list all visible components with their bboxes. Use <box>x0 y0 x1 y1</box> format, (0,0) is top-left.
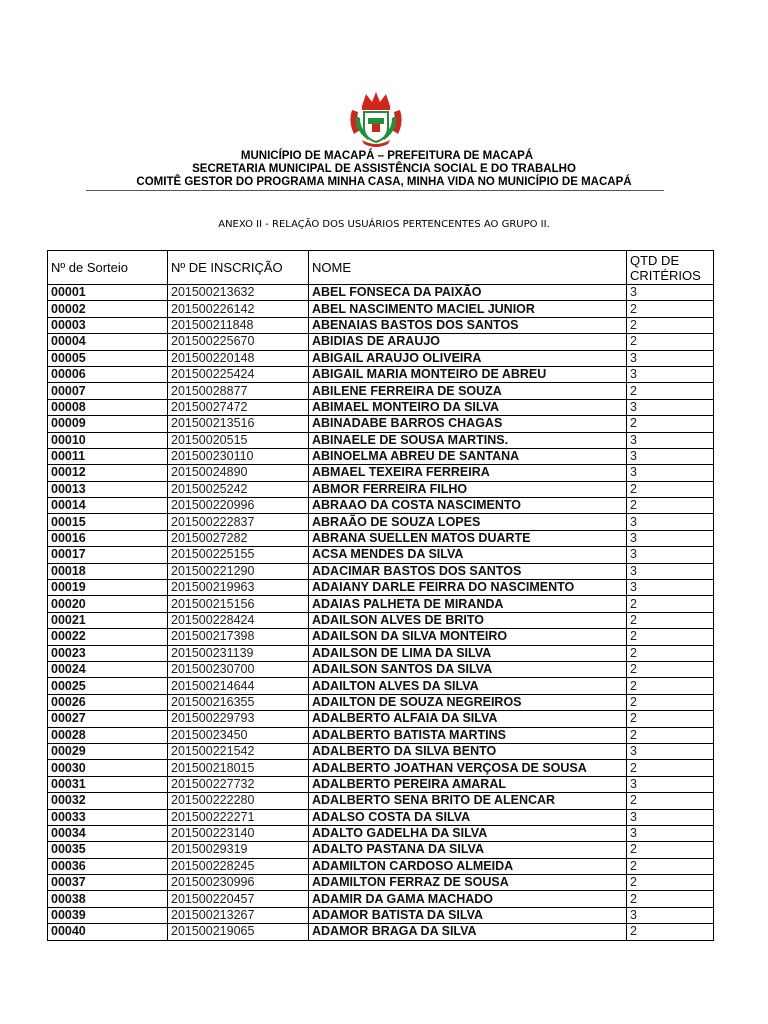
document-header <box>0 150 768 189</box>
inscricao-cell: 201500223140 <box>168 825 309 841</box>
inscricao-cell: 201500230996 <box>168 875 309 891</box>
sorteio-cell: 00020 <box>48 596 168 612</box>
inscricao-cell: 201500230110 <box>168 448 309 464</box>
nome-cell: ABRAAO DA COSTA NASCIMENTO <box>309 498 627 514</box>
nome-cell: ADAMILTON CARDOSO ALMEIDA <box>309 858 627 874</box>
inscricao-cell: 201500222837 <box>168 514 309 530</box>
nome-cell: ACSA MENDES DA SILVA <box>309 547 627 563</box>
qtd-cell: 2 <box>627 481 714 497</box>
inscricao-cell: 201500220148 <box>168 350 309 366</box>
nome-cell: ADAILSON SANTOS DA SILVA <box>309 661 627 677</box>
col-header-qtd: QTD DE CRITÉRIOS <box>627 251 714 285</box>
qtd-cell: 3 <box>627 530 714 546</box>
inscricao-cell: 201500230700 <box>168 661 309 677</box>
table-header-row <box>48 251 714 285</box>
table-row <box>48 645 714 661</box>
table-row <box>48 448 714 464</box>
table-row <box>48 350 714 366</box>
nome-cell: ADACIMAR BASTOS DOS SANTOS <box>309 563 627 579</box>
sorteio-cell: 00028 <box>48 727 168 743</box>
sorteio-cell: 00026 <box>48 694 168 710</box>
table-row <box>48 727 714 743</box>
nome-cell: ADALBERTO DA SILVA BENTO <box>309 743 627 759</box>
nome-cell: ADAMIR DA GAMA MACHADO <box>309 891 627 907</box>
table-row <box>48 891 714 907</box>
qtd-cell: 2 <box>627 924 714 940</box>
qtd-cell: 3 <box>627 580 714 596</box>
qtd-cell: 3 <box>627 285 714 301</box>
qtd-cell: 2 <box>627 661 714 677</box>
table-row <box>48 760 714 776</box>
qtd-cell: 2 <box>627 645 714 661</box>
qtd-cell: 2 <box>627 842 714 858</box>
table-row <box>48 317 714 333</box>
inscricao-cell: 20150025242 <box>168 481 309 497</box>
users-table <box>47 250 714 941</box>
nome-cell: ADAILSON DE LIMA DA SILVA <box>309 645 627 661</box>
qtd-cell: 2 <box>627 858 714 874</box>
sorteio-cell: 00019 <box>48 580 168 596</box>
qtd-cell: 2 <box>627 596 714 612</box>
table-body <box>48 285 714 941</box>
table-row <box>48 678 714 694</box>
table-row <box>48 924 714 940</box>
inscricao-cell: 20150023450 <box>168 727 309 743</box>
table-row <box>48 694 714 710</box>
sorteio-cell: 00031 <box>48 776 168 792</box>
inscricao-cell: 201500213267 <box>168 907 309 923</box>
inscricao-cell: 20150020515 <box>168 432 309 448</box>
qtd-cell: 3 <box>627 366 714 382</box>
qtd-cell: 2 <box>627 498 714 514</box>
sorteio-cell: 00003 <box>48 317 168 333</box>
qtd-cell: 3 <box>627 514 714 530</box>
qtd-cell: 2 <box>627 727 714 743</box>
sorteio-cell: 00005 <box>48 350 168 366</box>
sorteio-cell: 00021 <box>48 612 168 628</box>
nome-cell: ADAIAS PALHETA DE MIRANDA <box>309 596 627 612</box>
nome-cell: ABIMAEL MONTEIRO DA SILVA <box>309 399 627 415</box>
table-row <box>48 793 714 809</box>
inscricao-cell: 201500222280 <box>168 793 309 809</box>
sorteio-cell: 00011 <box>48 448 168 464</box>
table-row <box>48 612 714 628</box>
header-municipality: MUNICÍPIO DE MACAPÁ – PREFEITURA DE MACAPÁ <box>240 150 534 162</box>
nome-cell: ABIGAIL ARAUJO OLIVEIRA <box>309 350 627 366</box>
table-row <box>48 285 714 301</box>
table-row <box>48 399 714 415</box>
sorteio-cell: 00023 <box>48 645 168 661</box>
inscricao-cell: 201500219963 <box>168 580 309 596</box>
header-secretariat: SECRETARIA MUNICIPAL DE ASSISTÊNCIA SOCIAL E DO TRABALHO <box>192 163 576 175</box>
table-row <box>48 825 714 841</box>
table-row <box>48 661 714 677</box>
sorteio-cell: 00024 <box>48 661 168 677</box>
qtd-cell: 3 <box>627 809 714 825</box>
qtd-cell: 3 <box>627 432 714 448</box>
nome-cell: ABIGAIL MARIA MONTEIRO DE ABREU <box>309 366 627 382</box>
nome-cell: ADAILSON ALVES DE BRITO <box>309 612 627 628</box>
table-row <box>48 580 714 596</box>
nome-cell: ABINAELE DE SOUSA MARTINS. <box>309 432 627 448</box>
sorteio-cell: 00030 <box>48 760 168 776</box>
qtd-cell: 3 <box>627 776 714 792</box>
table-row <box>48 416 714 432</box>
inscricao-cell: 201500220996 <box>168 498 309 514</box>
inscricao-cell: 201500225424 <box>168 366 309 382</box>
inscricao-cell: 201500228245 <box>168 858 309 874</box>
col-header-sorteio: Nº de Sorteio <box>48 251 168 285</box>
sorteio-cell: 00009 <box>48 416 168 432</box>
nome-cell: ADALBERTO ALFAIA DA SILVA <box>309 711 627 727</box>
inscricao-cell: 201500211848 <box>168 317 309 333</box>
inscricao-cell: 201500229793 <box>168 711 309 727</box>
sorteio-cell: 00015 <box>48 514 168 530</box>
table-row <box>48 514 714 530</box>
qtd-cell: 2 <box>627 612 714 628</box>
table-row <box>48 842 714 858</box>
nome-cell: ADALBERTO SENA BRITO DE ALENCAR <box>309 793 627 809</box>
sorteio-cell: 00002 <box>48 301 168 317</box>
sorteio-cell: 00014 <box>48 498 168 514</box>
inscricao-cell: 20150028877 <box>168 383 309 399</box>
qtd-cell: 3 <box>627 907 714 923</box>
qtd-cell: 3 <box>627 350 714 366</box>
inscricao-cell: 201500219065 <box>168 924 309 940</box>
nome-cell: ADAILSON DA SILVA MONTEIRO <box>309 629 627 645</box>
sorteio-cell: 00022 <box>48 629 168 645</box>
nome-cell: ABRAÃO DE SOUZA LOPES <box>309 514 627 530</box>
qtd-cell: 3 <box>627 743 714 759</box>
inscricao-cell: 201500220457 <box>168 891 309 907</box>
sorteio-cell: 00012 <box>48 465 168 481</box>
qtd-cell: 2 <box>627 678 714 694</box>
inscricao-cell: 20150027282 <box>168 530 309 546</box>
sorteio-cell: 00039 <box>48 907 168 923</box>
inscricao-cell: 201500213516 <box>168 416 309 432</box>
sorteio-cell: 00029 <box>48 743 168 759</box>
nome-cell: ABMOR FERREIRA FILHO <box>309 481 627 497</box>
inscricao-cell: 201500217398 <box>168 629 309 645</box>
qtd-cell: 3 <box>627 465 714 481</box>
inscricao-cell: 201500226142 <box>168 301 309 317</box>
inscricao-cell: 201500215156 <box>168 596 309 612</box>
header-committee: COMITÊ GESTOR DO PROGRAMA MINHA CASA, MINHA VIDA NO MUNICÍPIO DE MACAPÁ <box>136 176 632 188</box>
nome-cell: ABILENE FERREIRA DE SOUZA <box>309 383 627 399</box>
sorteio-cell: 00038 <box>48 891 168 907</box>
nome-cell: ABEL NASCIMENTO MACIEL JUNIOR <box>309 301 627 317</box>
table-row <box>48 498 714 514</box>
table-row <box>48 596 714 612</box>
inscricao-cell: 201500227732 <box>168 776 309 792</box>
inscricao-cell: 201500231139 <box>168 645 309 661</box>
nome-cell: ADAILTON DE SOUZA NEGREIROS <box>309 694 627 710</box>
nome-cell: ADALBERTO JOATHAN VERÇOSA DE SOUSA <box>309 760 627 776</box>
qtd-cell: 3 <box>627 399 714 415</box>
table-row <box>48 563 714 579</box>
table-row <box>48 711 714 727</box>
nome-cell: ABRANA SUELLEN MATOS DUARTE <box>309 530 627 546</box>
table-row <box>48 481 714 497</box>
qtd-cell: 3 <box>627 448 714 464</box>
table-row <box>48 907 714 923</box>
inscricao-cell: 201500221542 <box>168 743 309 759</box>
inscricao-cell: 201500218015 <box>168 760 309 776</box>
sorteio-cell: 00025 <box>48 678 168 694</box>
qtd-cell: 2 <box>627 301 714 317</box>
sorteio-cell: 00040 <box>48 924 168 940</box>
col-header-inscricao: Nº DE INSCRIÇÃO <box>168 251 309 285</box>
nome-cell: ADALTO GADELHA DA SILVA <box>309 825 627 841</box>
table-row <box>48 629 714 645</box>
table-row <box>48 776 714 792</box>
inscricao-cell: 201500225155 <box>168 547 309 563</box>
table-row <box>48 465 714 481</box>
nome-cell: ADALTO PASTANA DA SILVA <box>309 842 627 858</box>
sorteio-cell: 00036 <box>48 858 168 874</box>
table-row <box>48 858 714 874</box>
table-row <box>48 809 714 825</box>
sorteio-cell: 00034 <box>48 825 168 841</box>
nome-cell: ABINOELMA ABREU DE SANTANA <box>309 448 627 464</box>
qtd-cell: 3 <box>627 825 714 841</box>
qtd-cell: 2 <box>627 334 714 350</box>
qtd-cell: 2 <box>627 317 714 333</box>
sorteio-cell: 00027 <box>48 711 168 727</box>
nome-cell: ADAILTON ALVES DA SILVA <box>309 678 627 694</box>
annex-title: ANEXO II - RELAÇÃO DOS USUÁRIOS PERTENCENTES AO GRUPO II. <box>218 219 550 230</box>
qtd-cell: 2 <box>627 891 714 907</box>
inscricao-cell: 20150024890 <box>168 465 309 481</box>
nome-cell: ABINADABE BARROS CHAGAS <box>309 416 627 432</box>
inscricao-cell: 201500214644 <box>168 678 309 694</box>
table-row <box>48 366 714 382</box>
qtd-cell: 2 <box>627 416 714 432</box>
sorteio-cell: 00033 <box>48 809 168 825</box>
sorteio-cell: 00037 <box>48 875 168 891</box>
sorteio-cell: 00006 <box>48 366 168 382</box>
nome-cell: ADALBERTO BATISTA MARTINS <box>309 727 627 743</box>
sorteio-cell: 00018 <box>48 563 168 579</box>
col-header-nome: NOME <box>309 251 627 285</box>
table-row <box>48 383 714 399</box>
qtd-cell: 2 <box>627 711 714 727</box>
sorteio-cell: 00001 <box>48 285 168 301</box>
table-row <box>48 875 714 891</box>
inscricao-cell: 201500222271 <box>168 809 309 825</box>
sorteio-cell: 00035 <box>48 842 168 858</box>
sorteio-cell: 00017 <box>48 547 168 563</box>
nome-cell: ADAIANY DARLE FEIRRA DO NASCIMENTO <box>309 580 627 596</box>
qtd-cell: 2 <box>627 760 714 776</box>
table-row <box>48 432 714 448</box>
inscricao-cell: 20150027472 <box>168 399 309 415</box>
nome-cell: ADALBERTO PEREIRA AMARAL <box>309 776 627 792</box>
nome-cell: ADAMOR BRAGA DA SILVA <box>309 924 627 940</box>
qtd-cell: 2 <box>627 383 714 399</box>
sorteio-cell: 00032 <box>48 793 168 809</box>
coat-of-arms-icon <box>346 90 406 150</box>
sorteio-cell: 00004 <box>48 334 168 350</box>
nome-cell: ADAMOR BATISTA DA SILVA <box>309 907 627 923</box>
inscricao-cell: 201500221290 <box>168 563 309 579</box>
nome-cell: ABEL FONSECA DA PAIXÃO <box>309 285 627 301</box>
qtd-cell: 3 <box>627 563 714 579</box>
table-row <box>48 743 714 759</box>
sorteio-cell: 00013 <box>48 481 168 497</box>
table-row <box>48 334 714 350</box>
inscricao-cell: 201500216355 <box>168 694 309 710</box>
nome-cell: ABMAEL TEXEIRA FERREIRA <box>309 465 627 481</box>
table-row <box>48 530 714 546</box>
qtd-cell: 3 <box>627 547 714 563</box>
qtd-cell: 2 <box>627 629 714 645</box>
sorteio-cell: 00008 <box>48 399 168 415</box>
qtd-cell: 2 <box>627 694 714 710</box>
qtd-cell: 2 <box>627 875 714 891</box>
sorteio-cell: 00016 <box>48 530 168 546</box>
table-row <box>48 301 714 317</box>
inscricao-cell: 201500225670 <box>168 334 309 350</box>
sorteio-cell: 00007 <box>48 383 168 399</box>
header-divider <box>86 190 664 191</box>
sorteio-cell: 00010 <box>48 432 168 448</box>
nome-cell: ABENAIAS BASTOS DOS SANTOS <box>309 317 627 333</box>
table-row <box>48 547 714 563</box>
nome-cell: ADAMILTON FERRAZ DE SOUSA <box>309 875 627 891</box>
inscricao-cell: 20150029319 <box>168 842 309 858</box>
inscricao-cell: 201500228424 <box>168 612 309 628</box>
qtd-cell: 2 <box>627 793 714 809</box>
nome-cell: ADALSO COSTA DA SILVA <box>309 809 627 825</box>
nome-cell: ABIDIAS DE ARAUJO <box>309 334 627 350</box>
inscricao-cell: 201500213632 <box>168 285 309 301</box>
